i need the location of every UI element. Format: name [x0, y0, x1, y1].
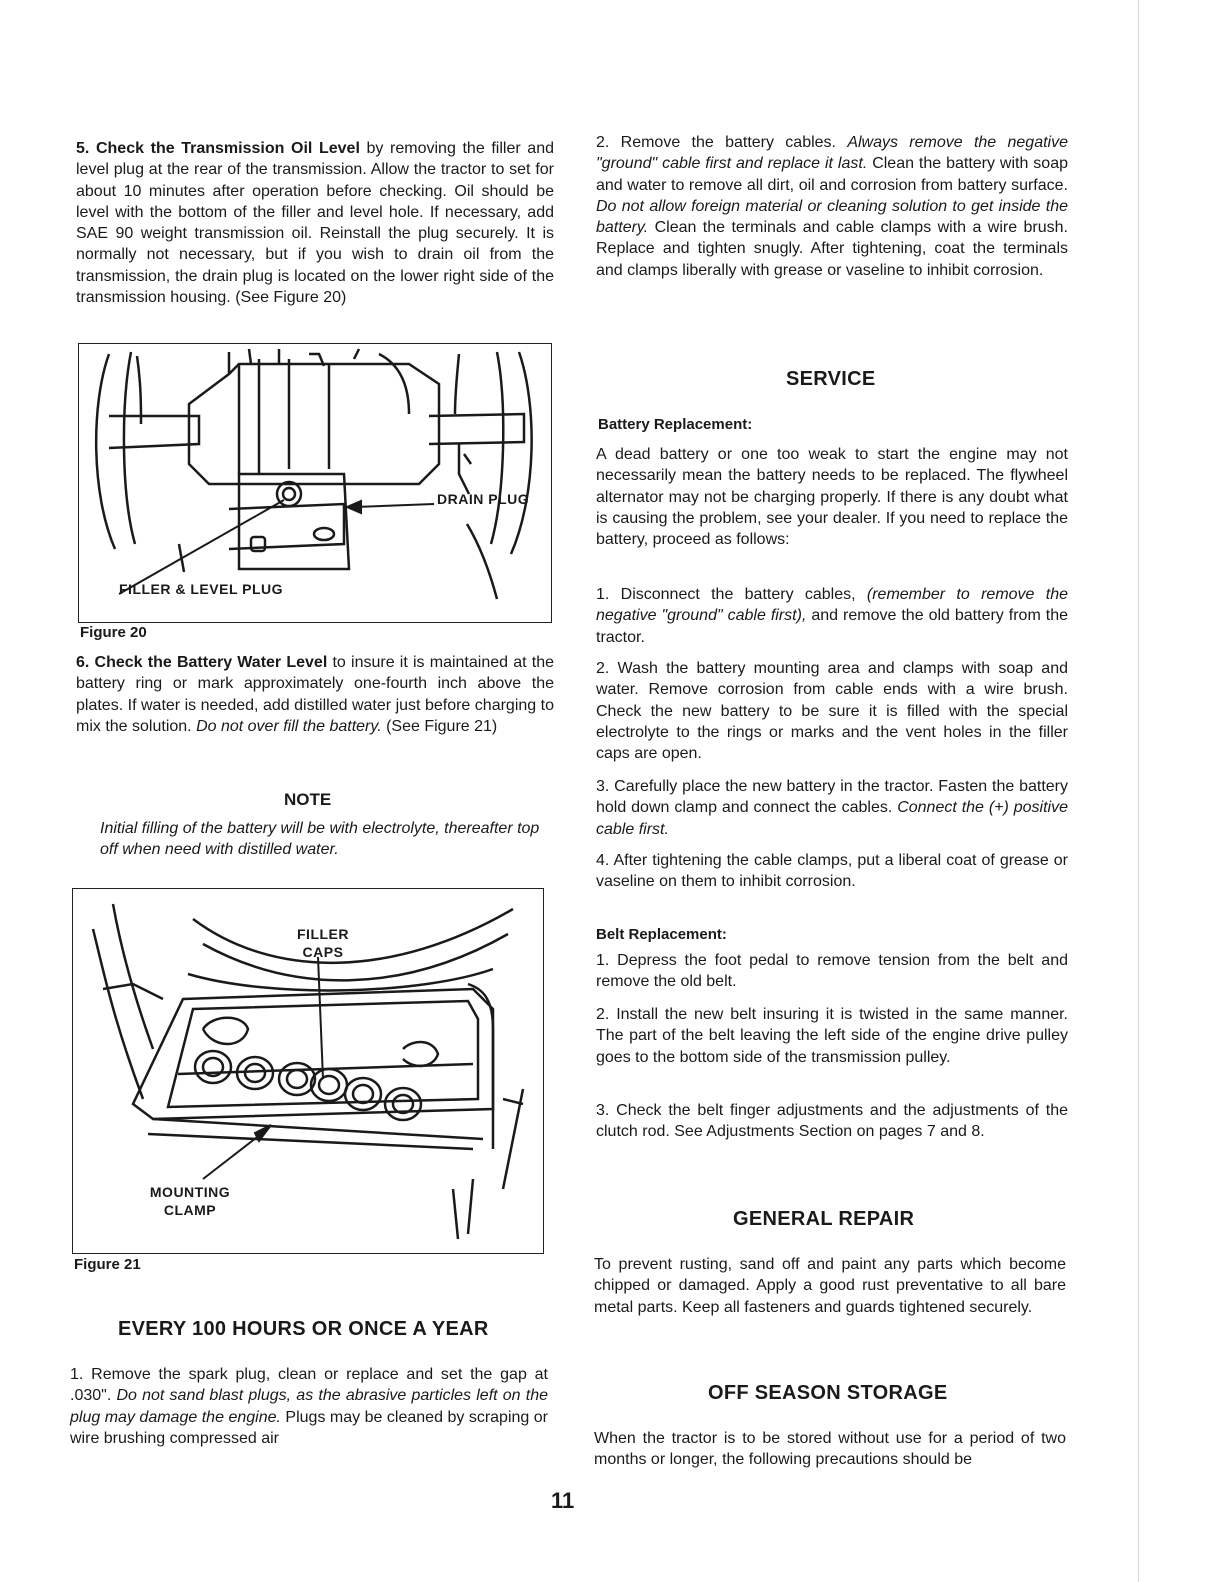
paragraph-check-transmission-oil: 5. Check the Transmission Oil Level by removing the filler and level plug at the rear of the transmission. Allow the tractor to set for about 10 minutes after operation before checking. Oil should be level with the bottom of the filler and level hole. If necessary, add SAE 90 weight transmission oil. Reinstall the plug securely. It is normally not necessary, but if you wish to drain oil from the transmission, the drain plug is located on the lower right side of the transmission housing. (See Figure 20): [76, 140, 554, 307]
battery-replacement-heading: Battery Replacement:: [598, 416, 753, 433]
filler-caps-callout: FILLER CAPS: [297, 926, 349, 960]
belt-replacement-heading: Belt Replacement:: [596, 926, 727, 943]
paragraph-battery-intro: A dead battery or one too weak to start the engine may not necessarily mean the battery needs to be replaced. The flywheel alternator may not be charging properly. If there is any doubt what is causing the problem, see your dealer. If you need to replace the battery, proceed as follows:: [596, 446, 1068, 549]
belt-step-1: 1. Depress the foot pedal to remove tension from the belt and remove the old belt.: [596, 952, 1068, 991]
paragraph-spark-plug: 1. Remove the spark plug, clean or replace and set the gap at .030". Do not sand blast plugs, as the abrasive particles left on the plug may damage the engine. Plugs may be cleaned by scraping or wire brushing compressed air: [70, 1366, 549, 1447]
figure-21-battery-illustration: [72, 888, 544, 1254]
page-number: 11: [551, 1488, 575, 1513]
general-repair-heading: GENERAL REPAIR: [733, 1208, 915, 1230]
battery-step-4: 4. After tightening the cable clamps, put a liberal coat of grease or vaseline on them to inhibit corrosion.: [596, 852, 1068, 891]
service-heading: SERVICE: [786, 368, 876, 390]
battery-step-3: 3. Carefully place the new battery in the tractor. Fasten the battery hold down clamp and connect the cables. Connect the (+) positive cable first.: [596, 778, 1069, 838]
note-title: NOTE: [284, 790, 332, 809]
page-edge-rule: [1138, 0, 1139, 1582]
mounting-clamp-callout: MOUNTING CLAMP: [149, 1184, 231, 1218]
drain-plug-callout: DRAIN PLUG: [437, 491, 530, 507]
belt-step-3: 3. Check the belt finger adjustments and the adjustments of the clutch rod. See Adjustments Section on pages 7 and 8.: [596, 1102, 1068, 1141]
note-text: Initial filling of the battery will be with electrolyte, thereafter top off when need with distilled water.: [100, 820, 540, 859]
paragraph-general-repair: To prevent rusting, sand off and paint any parts which become chipped or damaged. Apply a good rust preventative to all bare metal parts. Keep all fasteners and guards tightened securely.: [594, 1256, 1066, 1316]
figure-20-caption: Figure 20: [80, 624, 147, 641]
every-100-hours-heading: EVERY 100 HOURS OR ONCE A YEAR: [118, 1318, 489, 1340]
filler-level-plug-callout: FILLER & LEVEL PLUG: [119, 581, 284, 597]
paragraph-remove-battery-cables: 2. Remove the battery cables. Always remove the negative "ground" cable first and replace it last. Clean the battery with soap and water to remove all dirt, oil and corrosion from battery surface. Do not allow foreign material or cleaning solution to get inside the battery. Clean the terminals and cable clamps with a wire brush. Replace and tighten snugly. After tightening, coat the terminals and clamps liberally with grease or vaseline to inhibit corrosion.: [596, 134, 1068, 279]
off-season-storage-heading: OFF SEASON STORAGE: [708, 1382, 948, 1404]
paragraph-check-battery-water: 6. Check the Battery Water Level to insure it is maintained at the battery ring or mark approximately one-fourth inch above the plates. If water is needed, add distilled water just before charging to mix the solution. Do not over fill the battery. (See Figure 21): [76, 654, 555, 735]
paragraph-off-season-storage: When the tractor is to be stored without use for a period of two months or longer, the following precautions should be: [594, 1430, 1066, 1469]
step-title: Check the Battery Water Level: [94, 654, 328, 671]
figure-21-caption: Figure 21: [74, 1256, 141, 1273]
belt-step-2: 2. Install the new belt insuring it is twisted in the same manner. The part of the belt leaving the left side of the engine drive pulley goes to the bottom side of the transmission pulley.: [596, 1006, 1068, 1066]
step-title: Check the Transmission Oil Level: [95, 140, 360, 157]
battery-step-1: 1. Disconnect the battery cables, (remember to remove the negative "ground" cable first), and remove the old battery from the tractor.: [596, 586, 1068, 646]
battery-step-2: 2. Wash the battery mounting area and clamps with soap and water. Remove corrosion from cable ends with a wire brush. Check the new battery to be sure it is filled with the special electrolyte to the rings or marks and the vent holes in the filler caps are open.: [596, 660, 1068, 763]
figure-20-transmission-illustration: [78, 343, 552, 623]
